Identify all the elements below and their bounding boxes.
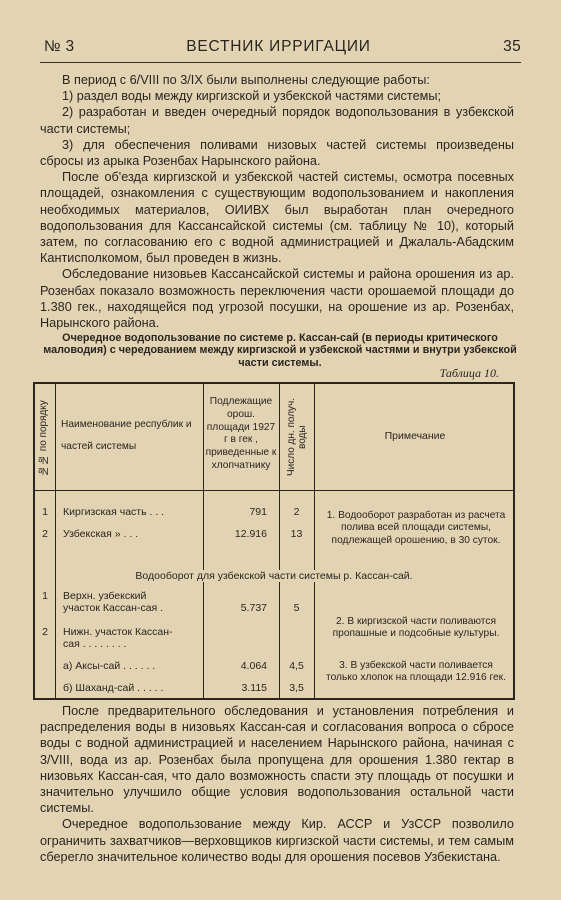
row-name: Верхн. узбекский [63,590,147,602]
paragraph-plan: После об'езда киргизской и узбекской частей системы, осмотра посевных площадей, ознакомления с существующим водопользованием и накопления необходимых материалов, ОИИВХ был выработан план очередного водопользования для Кассансайской системы (см. таблицу № 10), который затем, по согласованию его с водной администрацией и Джалаль-Абадским Кантисполкомом, был проведен в жизнь. [40,170,514,266]
journal-title: ВЕСТНИК ИРРИГАЦИИ [186,38,371,55]
outro-text [40,703,514,865]
row-days: 13 [290,528,303,540]
note-3: 3. В узбекской части поливается только хлопок на площади 12.916 гек. [326,660,506,684]
water-rotation-table [33,382,515,700]
table-title: Очередное водопользование по системе р. Кассан-сай (в периоды критического маловодия) с чередованием между киргизской и узбекской частями и внутри узбекской части системы. [43,332,517,369]
issue-number: № 3 [44,38,75,55]
header-area: Подлежащие орош. площади 1927 г в гек , приведенные к хлопчатнику [205,396,277,471]
header-name: Наименование республик и частей системы [61,419,192,452]
row-area: 4.064 [240,660,267,672]
paragraph-results: После предварительного обследования и установления потребления и распределения воды в низовьях Кассан-сая и согласования вопроса о сбросе воды с водной администрацией и населением Нарынского района, начиная с 3/VIII, вода из ар. Розенбах была пропущена для орошения 1.380 гектар в низовьях Кассан-сая, что дало возможность спасти эту площадь от посушки и значительно улучшило общие условия водопользования остальной части системы. [40,704,514,816]
header-num: №№ по порядку [38,400,49,476]
row-num: 1 [42,590,48,602]
row-area: 5.737 [240,602,267,614]
header-rule [35,490,513,491]
row-num: 1 [42,506,48,518]
page-header [36,36,521,62]
row-name: а) Аксы-сай . . . . . . [63,660,156,672]
header-note: Примечание [384,430,446,442]
row-name-cont: сая . . . . . . . . [63,638,127,650]
row-area: 3.115 [241,682,267,694]
row-area: 12.916 [234,528,267,540]
list-item-3: 3) для обеспечения поливами низовых частей системы произведены сбросы из арыка Розенбах Нарынского района. [40,137,514,169]
header-rule [40,62,521,63]
row-name: Узбекская » . . . [63,528,139,540]
table-divider [279,384,280,698]
table-divider [203,384,204,698]
row-name: б) Шаханд-сай . . . . . [63,682,164,694]
list-item-2: 2) разработан и введен очередный порядок водопользования в узбекской части системы; [40,105,514,136]
table-subheader: Водооборот для узбекской части системы р. Кассан-сай. [59,570,489,582]
table-divider [55,384,56,698]
table-divider [314,384,315,698]
intro-text [40,72,514,331]
note-2: 2. В киргизской части поливаются пропашные и подсобные культуры. [332,616,500,640]
row-name: Киргизская часть . . . [63,506,165,518]
row-num: 2 [42,528,48,540]
row-days: 2 [293,506,300,518]
row-days: 5 [293,602,300,614]
note-1: 1. Водооборот разработан из расчета полива всей площади системы, подлежащей орошению, в 30 суток. [326,510,506,546]
row-num: 2 [42,626,48,638]
paragraph-survey: Обследование низовьев Кассансайской системы и района орошения из ар. Розенбах показало возможность переключения части орошаемой площади до 1.380 гек., находящейся под угрозой посушки, на орошение из ар. Розенбах, Нарынского района. [40,267,514,331]
header-days: Число дн. получ. воды [286,397,308,477]
paragraph-conclusion: Очередное водопользование между Кир. АССР и УзССР позволило ограничить захватчиков—верховщиков киргизской части системы, и тем самым сберегло значительное количество воды для орошения посевов Узбекистана. [40,817,514,864]
row-days: 3,5 [289,682,304,694]
list-item-1: 1) раздел воды между киргизской и узбекской частями системы; [62,89,441,104]
row-area: 791 [249,506,267,518]
table-number: Таблица 10. [439,366,499,380]
intro-paragraph: В период с 6/VIII по 3/IX были выполнены следующие работы: [62,73,430,87]
row-name: Нижн. участок Кассан- [63,626,173,638]
row-days: 4,5 [289,660,304,672]
row-name-cont: участок Кассан-сая . [63,602,164,614]
page-number: 35 [503,38,521,55]
